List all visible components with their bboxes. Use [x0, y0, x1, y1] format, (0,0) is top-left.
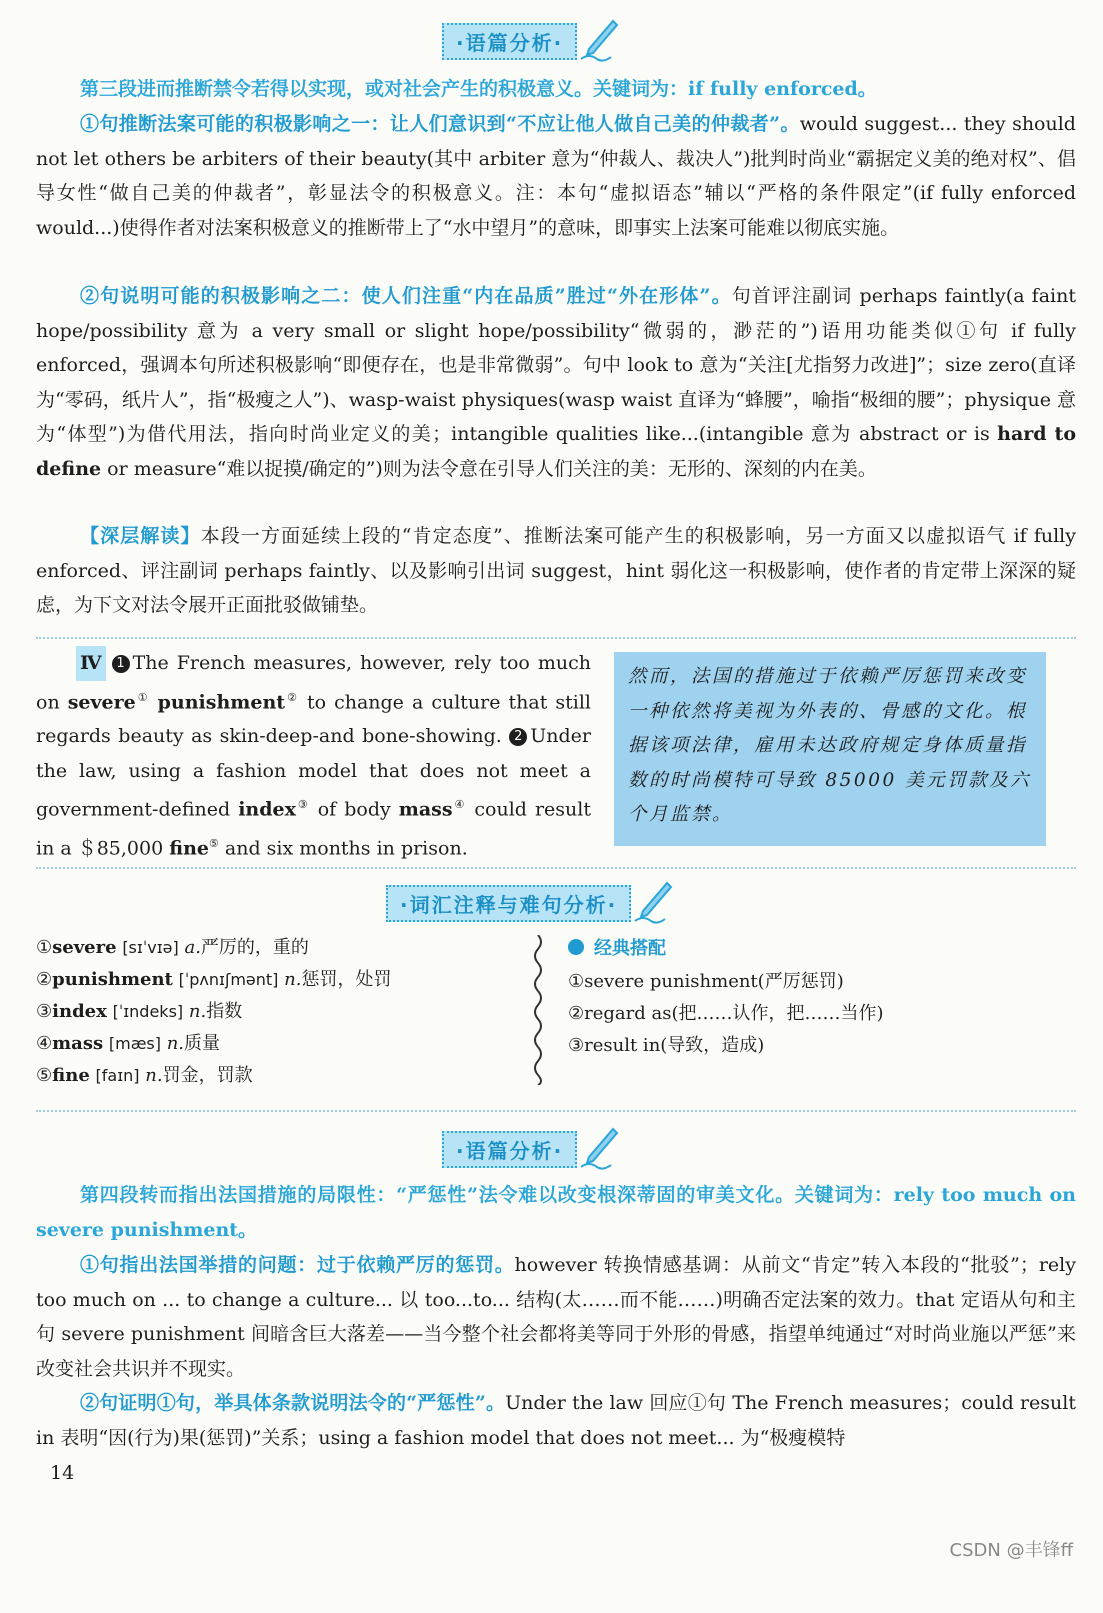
- section4-intro: 第四段转而指出法国措施的局限性：“严惩性”法令难以改变根深蒂固的审美文化。关键词为：rely too much on severe punishment。: [36, 1184, 1076, 1241]
- pen-icon: [579, 1127, 619, 1171]
- page-number: 14: [50, 1462, 75, 1484]
- vocabulary-list: [36, 932, 516, 1092]
- vocab-item: ⑤fine [faɪn] n.罚金，罚款: [36, 1065, 253, 1086]
- watermark: CSDN @丰锋ff: [949, 1540, 1073, 1561]
- section3-deep-reading: 【深层解读】本段一方面延续上段的“肯定态度”、推断法案可能产生的积极影响，另一方面又以虚拟语气 if fully enforced、评注副词 perhaps faintly、以及影响引出词 suggest，hint 弱化这一积极影响，使作者的肯定带上深深的疑虑，为下文对法令展开正面批驳做铺垫。: [36, 525, 1076, 616]
- divider: [36, 867, 1076, 869]
- wavy-divider: [530, 935, 546, 1085]
- section-banner-discourse-analysis: [442, 1132, 619, 1166]
- section4-point2: ②句证明①句，举具体条款说明法令的“严惩性”。Under the law 回应①句 The French measures；could result in 表明“因(行为)果(惩罚)”关系；using a fashion model that does not meet... 为“极瘦模特: [36, 1392, 1076, 1449]
- collocation-heading: 经典搭配: [568, 932, 1048, 966]
- section4-point1: ①句指出法国举措的问题：过于依赖严厉的惩罚。however 转换情感基调：从前文“肯定”转入本段的“批驳”；rely too much on ... to change a culture... 以 too...to... 结构(太……而不能……)明确否定法案的效力。that 定语从句和主句 severe punishment 间暗含巨大落差——当今整个社会都将美等同于外形的骨感，指望单纯通过“对时尚业施以严惩”来改变社会共识并不现实。: [36, 1254, 1076, 1380]
- section-banner-vocabulary: [386, 886, 673, 920]
- divider: [36, 637, 1076, 639]
- vocab-item: ④mass [mæs] n.质量: [36, 1033, 221, 1054]
- collocation-item: ③result in(导致，造成): [568, 1035, 765, 1056]
- section3-point2: ②句说明可能的积极影响之二：使人们注重“内在品质”胜过“外在形体”。句首评注副词 perhaps faintly(a faint hope/possibility 意为 a very small or slight hope/possibility“微弱的，渺茫的”)语用功能类似①句 if fully enforced，强调本句所述积极影响“即便存在，也是非常微弱”。句中 look to 意为“关注[尤指努力改进]”；size zero(直译为“零码，纸片人”，指“极瘦之人”)、wasp-waist physiques(wasp waist 直译为“蜂腰”，喻指“极细的腰”；physique 意为“体型”)为借代用法，指向时尚业定义的美；intangible qualities like...(intangible 意为 abstract or is hard to define or measure“难以捉摸/确定的”)则为法令意在引导人们关注的美：无形的、深刻的内在美。: [36, 285, 1077, 480]
- pen-icon: [633, 881, 673, 925]
- pen-icon: [579, 19, 619, 63]
- collocation-item: ①severe punishment(严厉惩罚): [568, 971, 844, 992]
- vocab-item: ③index [ˈɪndeks] n.指数: [36, 1001, 243, 1022]
- banner-label: ·语篇分析·: [442, 1131, 577, 1168]
- vocab-item: ②punishment [ˈpʌnɪʃmənt] n.惩罚，处罚: [36, 969, 392, 990]
- banner-label: ·词汇注释与难句分析·: [386, 885, 631, 922]
- vocab-item: ①severe [sɪˈvɪə] a.严厉的，重的: [36, 937, 309, 958]
- section3-point1: ①句推断法案可能的积极影响之一：让人们意识到“不应让他人做自己美的仲裁者”。would suggest... they should not let others be arbiters of their beauty(其中 arbiter 意为“仲裁人、裁决人”)批判时尚业“霸据定义美的绝对权”、倡导女性“做自己美的仲裁者”，彰显法令的积极意义。注：本句“虚拟语态”辅以“严格的条件限定”(if fully enforced would...)使得作者对法案积极意义的推断带上了“水中望月”的意味，即事实上法案可能难以彻底实施。: [36, 113, 1076, 239]
- collocation-section: [568, 932, 1048, 1062]
- bullet-icon: [568, 939, 584, 955]
- passage-paragraph-4: Ⅳ 1 The French measures, however, rely too much on severe① punishment② to change a culture that still regards beauty as skin-deep-and bone-showing. 2 Under the law, using a fashion model that does not meet a government-defined index③ of body mass④ could result in a ＄85,000 fine⑤ and six months in prison.: [36, 646, 591, 866]
- section3-intro: 第三段进而推断禁令若得以实现，或对社会产生的积极意义。关键词为：if fully enforced。: [80, 78, 877, 100]
- banner-label: ·语篇分析·: [442, 23, 577, 60]
- divider: [36, 1110, 1076, 1112]
- collocation-item: ②regard as(把……认作，把……当作): [568, 1003, 884, 1024]
- translation-box: 然而，法国的措施过于依赖严厉惩罚来改变一种依然将美视为外表的、骨感的文化。根据该项法律，雇用未达政府规定身体质量指数的时尚模特可导致 85000 美元罚款及六个月监禁。: [614, 652, 1046, 846]
- section-banner-discourse-analysis: [442, 24, 619, 58]
